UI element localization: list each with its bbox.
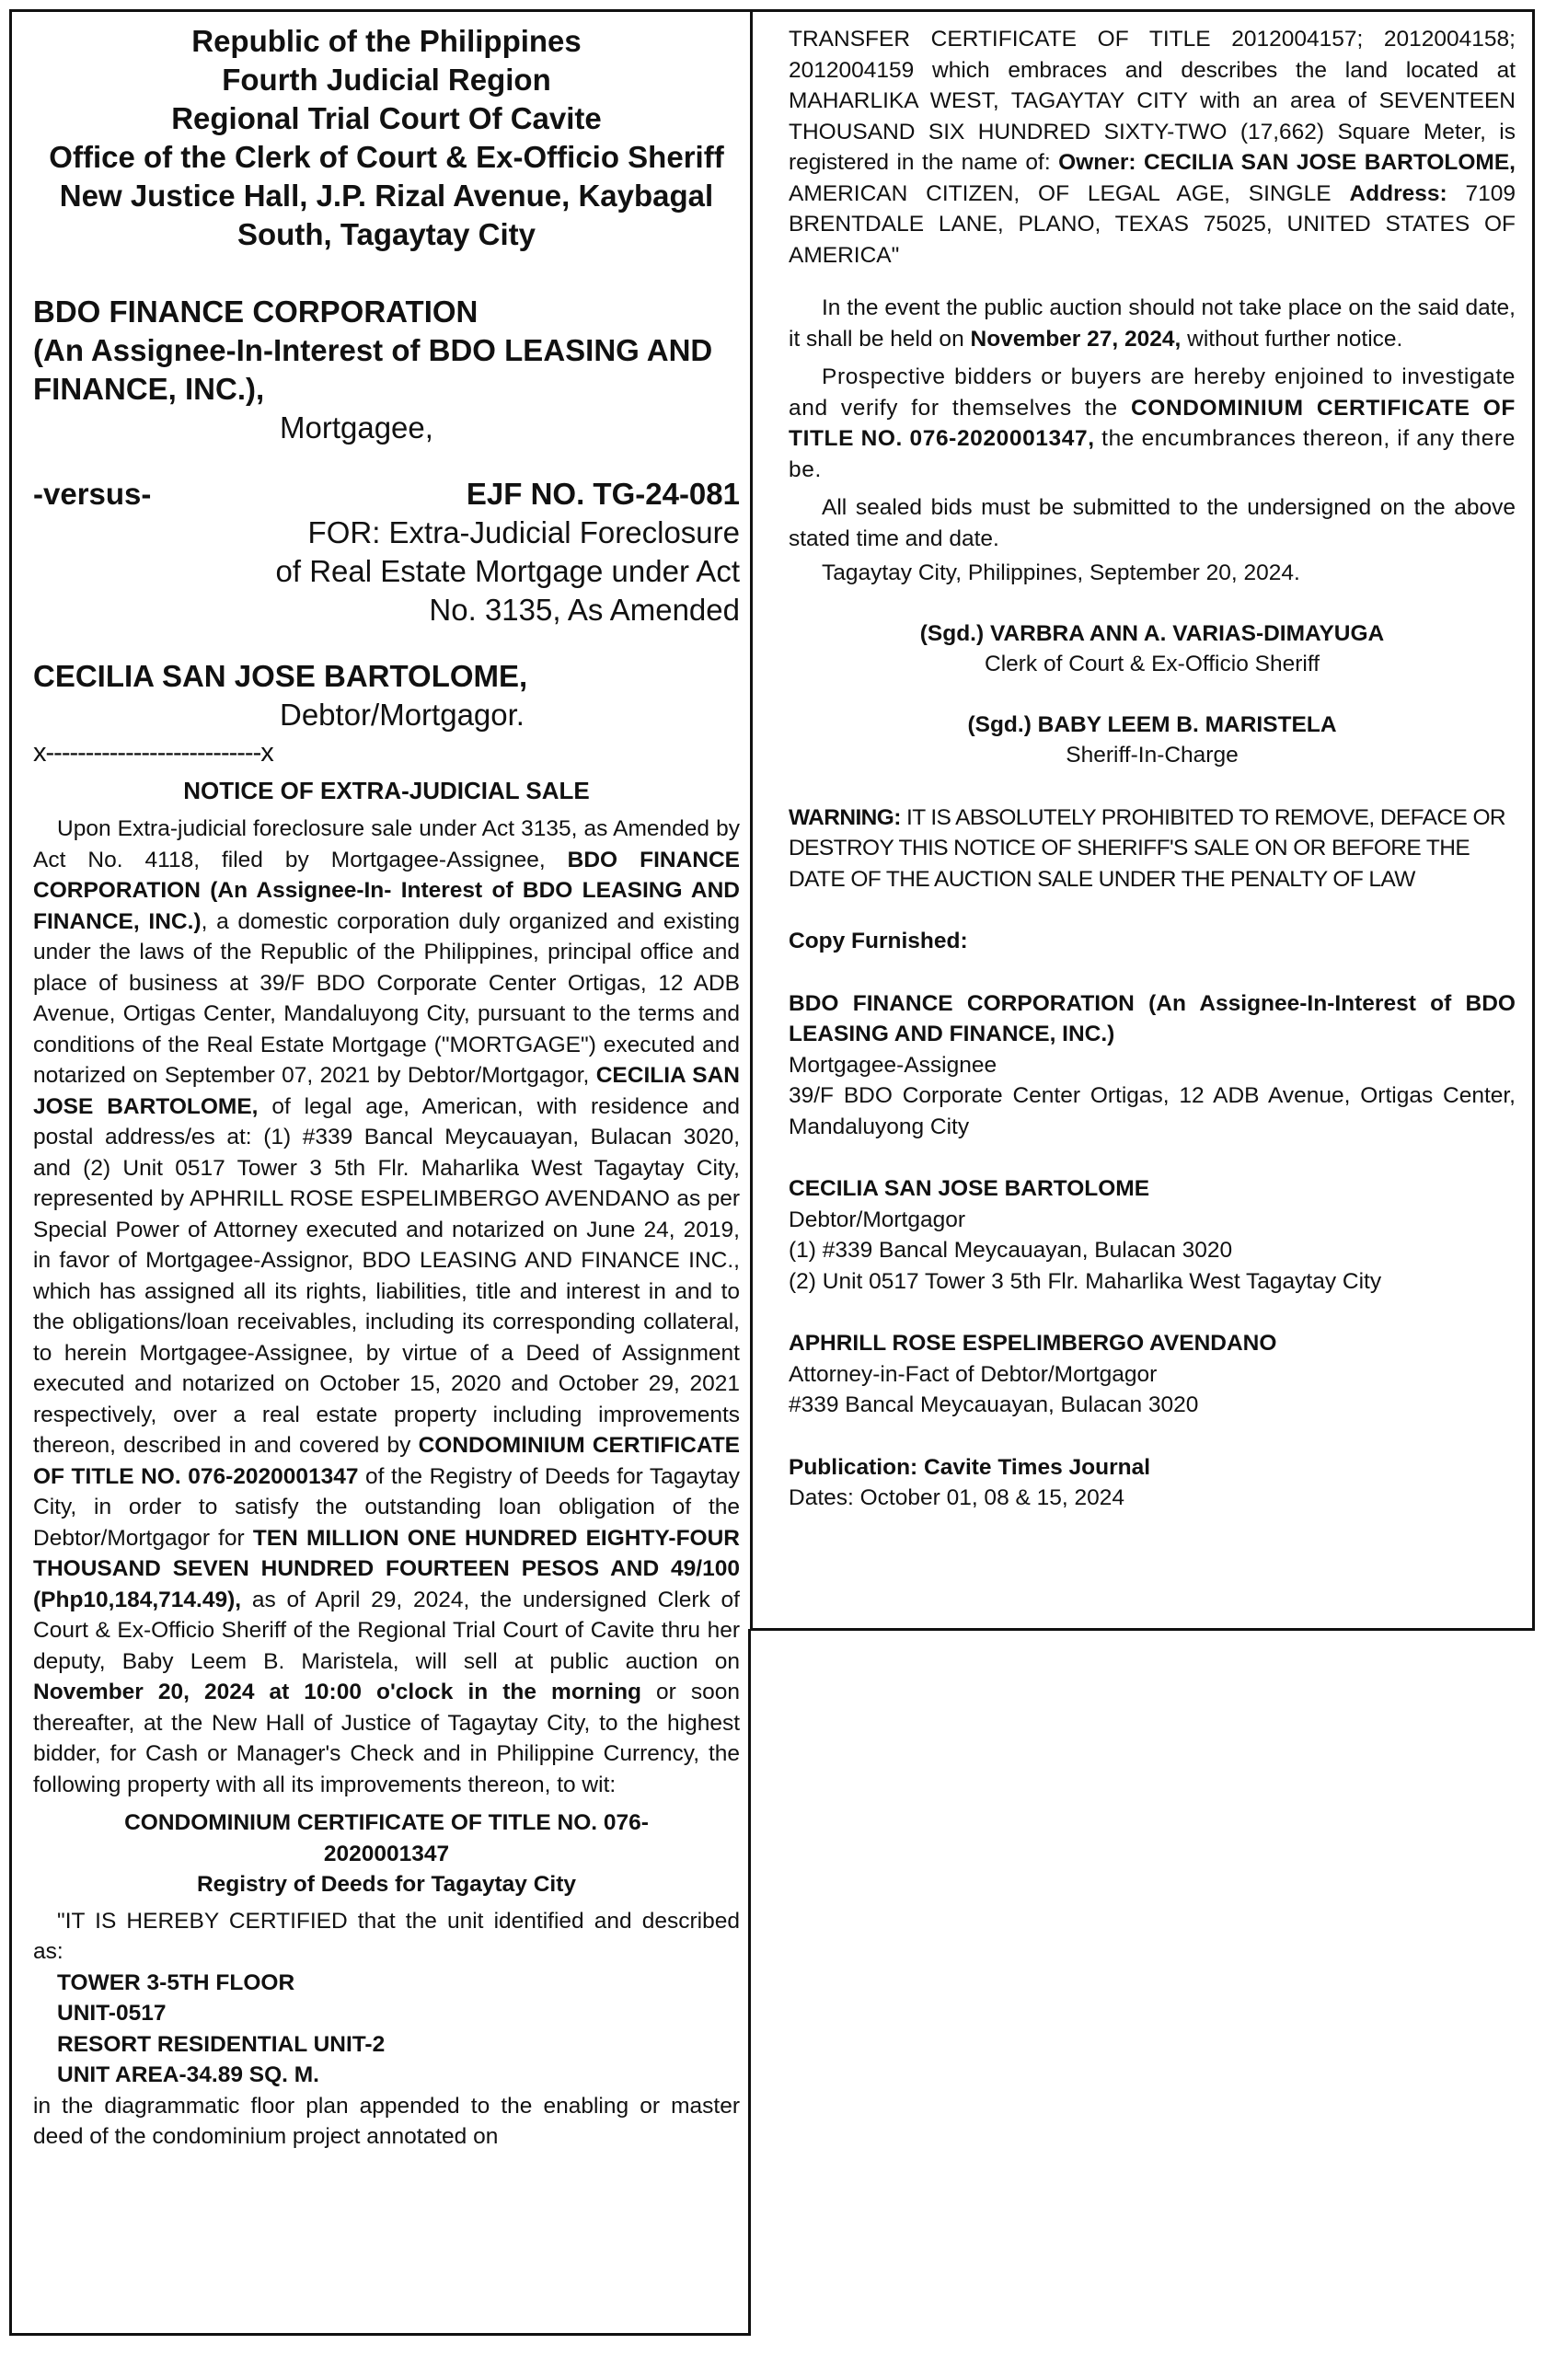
court-header-line: South, Tagaytay City (237, 217, 536, 251)
court-header-line: Regional Trial Court Of Cavite (171, 101, 602, 135)
signatory-name: (Sgd.) VARBRA ANN A. VARIAS-DIMAYUGA (919, 620, 1385, 646)
debtor-bold: CECILIA SAN JOSE BARTOLOME, (33, 1063, 740, 1119)
event-text: without further notice. (1181, 326, 1403, 352)
signature-block-1 (789, 618, 1516, 680)
case-number: EJF NO. TG-24-081 (466, 477, 740, 511)
sealed-bids-paragraph: All sealed bids must be submitted to the undersigned on the above stated time and date. (789, 495, 1516, 551)
auction-date-bold: November 20, 2024 at 10:00 o'clock in the morning (33, 1680, 642, 1704)
recipient-address: (1) #339 Bancal Meycauayan, Bulacan 3020 (789, 1238, 1233, 1263)
court-header (33, 22, 740, 254)
notice-text: of the Registry of Deeds for Tagaytay City, in order to satisfy the outstanding loan obligation of the Debtor/Mortgagor for (33, 1463, 740, 1551)
debtor-role: Debtor/Mortgagor. (280, 698, 525, 732)
copy-furnished-heading: Copy Furnished: (789, 929, 968, 953)
cct-heading-line: Registry of Deeds for Tagaytay City (196, 1872, 577, 1897)
versus-row (33, 475, 740, 514)
unit-line: UNIT AREA-34.89 SQ. M. (57, 2062, 319, 2087)
recipient-role: Mortgagee-Assignee (789, 1052, 997, 1078)
bidders-paragraph (789, 362, 1516, 485)
publication-block (789, 1452, 1516, 1514)
warning-text: IT IS ABSOLUTELY PROHIBITED TO REMOVE, DEFACE OR DESTROY THIS NOTICE OF SHERIFF'S SALE ON OR BEFORE THE DATE OF THE AUCTION SALE UNDER THE PENALTY OF LAW (789, 804, 1506, 892)
versus-label: -versus- (33, 477, 152, 511)
notice-text: , a domestic corporation duly organized and existing under the laws of the Republic of the Philippines, principal office and place of business at 39/F BDO Corporate Center Ortigas, 12 ADB Avenue, Ortigas Center, Mandaluyong City, pursuant to the terms and conditions of the Real Estate Mortgage ("MORTGAGE") executed and notarized on September 07, 2021 by Debtor/Mortgagor, (33, 908, 740, 1088)
date-line: Tagaytay City, Philippines, September 20, 2024. (822, 560, 1300, 585)
notice-title: NOTICE OF EXTRA-JUDICIAL SALE (183, 777, 590, 804)
alternate-date-paragraph (789, 293, 1516, 354)
notice-text: or soon thereafter, at the New Hall of Justice of Tagaytay City, to the highest bidder, for Cash or Manager's Check and in Philippine Currency, the following property with all its improvements thereon, to wit: (33, 1680, 741, 1797)
unit-line: RESORT RESIDENTIAL UNIT-2 (57, 2031, 386, 2057)
recipient-address: 39/F BDO Corporate Center Ortigas, 12 ADB Avenue, Ortigas Center, Mandaluyong City (789, 1083, 1516, 1139)
floor-plan-text: in the diagrammatic floor plan appended to the enabling or master deed of the condominium project annotated on (33, 2093, 740, 2149)
publication-name: Publication: Cavite Times Journal (789, 1454, 1151, 1480)
case-subject-line: No. 3135, As Amended (429, 593, 740, 627)
warning-label: WARNING: (789, 804, 901, 830)
mortgagee-bold: BDO FINANCE CORPORATION (An Assignee-In- Interest of BDO LEASING AND FINANCE, INC.) (33, 847, 740, 934)
recipient-role: Attorney-in-Fact of Debtor/Mortgagor (789, 1361, 1158, 1387)
left-column (33, 22, 740, 2153)
cct-bold: CONDOMINIUM CERTIFICATE OF TITLE NO. 076-2020001347 (33, 1433, 740, 1489)
transfer-certificate-text (789, 24, 1516, 271)
recipient-name: CECILIA SAN JOSE BARTOLOME (789, 1176, 1150, 1201)
mortgagee-name: FINANCE, INC.), (33, 372, 265, 406)
loan-amount-bold: TEN MILLION ONE HUNDRED EIGHTY-FOUR THOUSAND SEVEN HUNDRED FOURTEEN PESOS AND 49/100 (Php10,184,714.49), (33, 1525, 740, 1612)
debtor-name: CECILIA SAN JOSE BARTOLOME, (33, 659, 528, 693)
unit-details (33, 1968, 740, 2091)
bottom-border (9, 2333, 751, 2336)
address-label: Address: (1349, 180, 1447, 206)
notice-text: of legal age, American, with residence and postal address/es at: (1) #339 Bancal Meycauayan, Bulacan 3020, and (2) Unit 0517 Tower 3 5th Flr. Maharlika West Tagaytay City, represented by APHRILL ROSE ESPELIMBERGO AVENDANO as per Special Power of Attorney executed and notarized on June 24, 2019, in favor of Mortgagee-Assignor, BDO LEASING AND FINANCE INC., which has assigned all its rights, liabilities, title and interest in and to the obligations/loan receivables, including its corresponding collateral, to herein Mortgagee-Assignee, by virtue of a Deed of Assignment executed and notarized on October 15, 2020 and October 29, 2021 respectively, over a real estate property including improvements thereon, described in and covered by (33, 1093, 740, 1458)
certified-intro: "IT IS HEREBY CERTIFIED that the unit identified and described as: (33, 1908, 740, 1964)
recipient-address: #339 Bancal Meycauayan, Bulacan 3020 (789, 1392, 1199, 1417)
owner-bold: Owner: CECILIA SAN JOSE BARTOLOME, (1058, 150, 1516, 175)
signatory-title: Clerk of Court & Ex-Officio Sheriff (985, 652, 1320, 676)
transfer-text: 7109 BRENTDALE LANE, PLANO, TEXAS 75025, UNITED STATES OF AMERICA" (789, 180, 1516, 268)
mortgagee-name: (An Assignee-In-Interest of BDO LEASING AND (33, 333, 713, 367)
mortgagee-block (33, 293, 740, 447)
unit-line: TOWER 3-5TH FLOOR (57, 1969, 295, 1995)
signature-block-2 (789, 710, 1516, 771)
cct-heading-line: 2020001347 (323, 1841, 450, 1866)
court-header-line: Office of the Clerk of Court & Ex-Officio Sheriff (49, 140, 724, 174)
publication-dates: Dates: October 01, 08 & 15, 2024 (789, 1485, 1125, 1510)
transfer-text: AMERICAN CITIZEN, OF LEGAL AGE, SINGLE (789, 180, 1350, 206)
notice-body (33, 814, 740, 1800)
court-header-line: New Justice Hall, J.P. Rizal Avenue, Kaybagal (59, 179, 714, 213)
caption-separator: x---------------------------x (33, 738, 273, 768)
bidders-text: Prospective bidders or buyers are hereby enjoined to investigate and verify for themselves the (789, 364, 1516, 421)
recipient-name: BDO FINANCE CORPORATION (An Assignee-In-Interest of BDO LEASING AND FINANCE, INC.) (789, 990, 1516, 1046)
court-header-line: Fourth Judicial Region (222, 63, 551, 97)
copy-furnished-recipient (789, 1173, 1516, 1297)
recipient-role: Debtor/Mortgagor (789, 1207, 966, 1232)
copy-furnished-recipient (789, 1328, 1516, 1421)
bidders-text: the encumbrances thereon, if any there be. (789, 426, 1516, 482)
event-text: In the event the public auction should not take place on the said date, it shall be held on (789, 295, 1516, 352)
cct-bold: CONDOMINIUM CERTIFICATE OF TITLE NO. 076-2020001347, (789, 395, 1516, 451)
case-subject (33, 514, 740, 629)
copy-furnished-recipient (789, 988, 1516, 1143)
court-header-line: Republic of the Philippines (191, 24, 582, 58)
mortgagee-role: Mortgagee, (280, 410, 433, 445)
mortgagee-name: BDO FINANCE CORPORATION (33, 294, 478, 329)
unit-line: UNIT-0517 (57, 2001, 167, 2026)
right-column (789, 24, 1516, 1514)
transfer-text: TRANSFER CERTIFICATE OF TITLE 2012004157; 2012004158; 2012004159 which embraces and describes the land located at MAHARLIKA WEST, TAGAYTAY CITY with an area of SEVENTEEN THOUSAND SIX HUNDRED SIXTY-TWO (17,662) Square Meter, is registered in the name of: (789, 27, 1516, 175)
cct-heading (33, 1807, 740, 1900)
signatory-name: (Sgd.) BABY LEEM B. MARISTELA (967, 711, 1337, 737)
notice-text: Upon Extra-judicial foreclosure sale under Act 3135, as Amended by Act No. 4118, filed by Mortgagee-Assignee, (33, 816, 740, 872)
notice-text: as of April 29, 2024, the undersigned Clerk of Court & Ex-Officio Sheriff of the Regional Trial Court of Cavite thru her deputy, Baby Leem B. Maristela, will sell at public auction on (33, 1587, 740, 1674)
warning-notice (789, 803, 1516, 895)
signatory-title: Sheriff-In-Charge (1066, 743, 1239, 768)
case-subject-line: FOR: Extra-Judicial Foreclosure (307, 515, 740, 549)
case-subject-line: of Real Estate Mortgage under Act (275, 554, 740, 588)
cct-heading-line: CONDOMINIUM CERTIFICATE OF TITLE NO. 076- (124, 1810, 649, 1835)
debtor-block (33, 657, 740, 734)
alternate-date-bold: November 27, 2024, (970, 326, 1182, 352)
recipient-name: APHRILL ROSE ESPELIMBERGO AVENDANO (789, 1331, 1277, 1356)
column-divider (748, 1629, 751, 2336)
recipient-address: (2) Unit 0517 Tower 3 5th Flr. Maharlika West Tagaytay City (789, 1268, 1382, 1294)
